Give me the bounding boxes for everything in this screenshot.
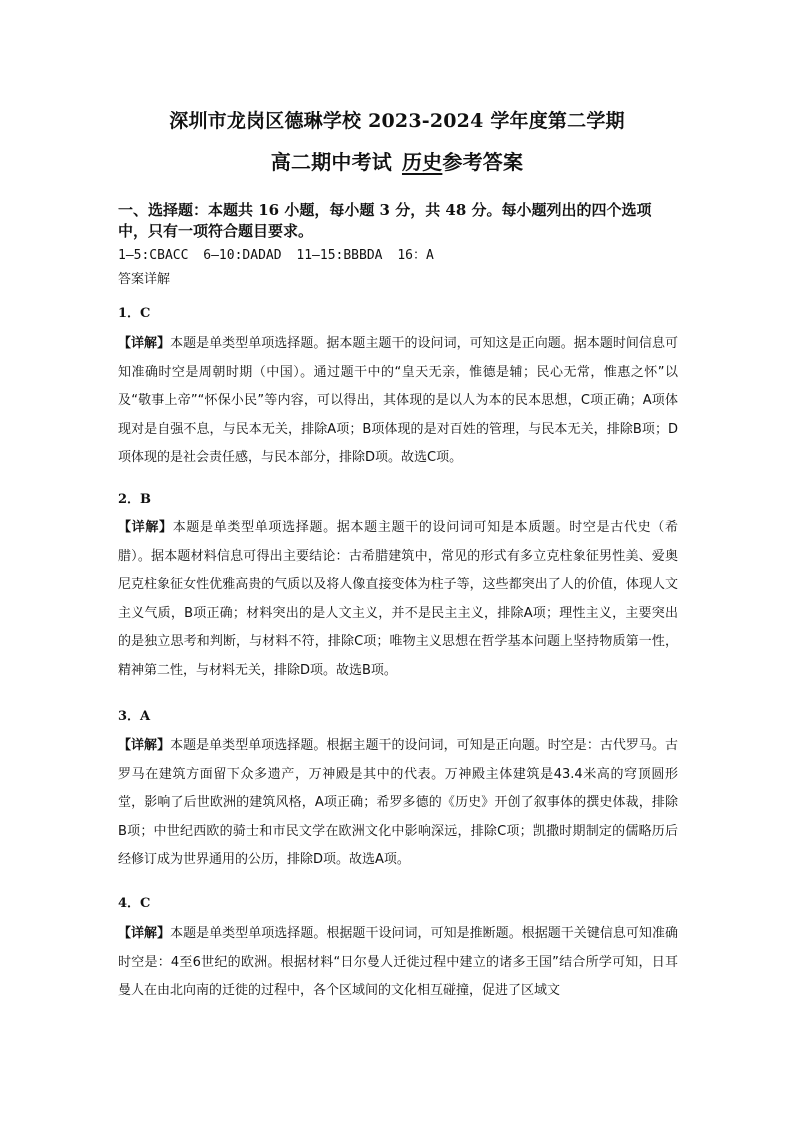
- question-1-explanation: [118, 330, 678, 473]
- detail-tag: 【详解】: [118, 520, 173, 535]
- answer-group-6-10: 6—10:DADAD: [203, 248, 282, 263]
- answer-group-11-15: 11—15:BBBDA: [296, 248, 383, 263]
- answer-key-row: [118, 244, 441, 263]
- section-heading-choice-questions: 一、选择题：本题共 16 小题，每小题 3 分，共 48 分。每小题列出的四个选项中，只有一项符合题目要求。: [118, 201, 652, 240]
- answer-group-16: 16：A: [397, 248, 434, 263]
- subject-name: 历史: [401, 150, 443, 174]
- detail-text: 本题是单类型单项选择题。据本题主题干的设问词，可知这是正向题。据本题时间信息可知准确时空是周朝时期（中国）。通过题干中的“皇天无亲，惟德是辅；民心无常，惟惠之怀”以及“敬事上帝”“怀保小民”等内容，可以得出，其体现的是以人为本的民本思想，C项正确；A项体现对是自强不息，与民本无关，排除A项；B项体现的是对百姓的管理，与民本无关，排除B项；D项体现的是社会责任感，与民本部分，排除D项。故选C项。: [118, 336, 678, 465]
- question-3-number: 3．A: [118, 709, 151, 724]
- detail-text: 本题是单类型单项选择题。根据主题干的设问词，可知是正向题。时空是：古代罗马。古罗马在建筑方面留下众多遗产，万神殿是其中的代表。万神殿主体建筑是43.4米高的穹顶圆形堂，影响了后世欧洲的建筑风格，A项正确；希罗多德的《历史》开创了叙事体的撰史体裁，排除B项；中世纪西欧的骑士和市民文学在欧洲文化中影响深远，排除C项；凯撒时期制定的儒略历后经修订成为世界通用的公历，排除D项。故选A项。: [118, 738, 678, 867]
- answer-group-1-5: 1—5:CBACC: [118, 248, 189, 263]
- answer-key-label: 参考答案: [442, 150, 524, 174]
- question-4-explanation: [118, 920, 678, 1006]
- question-3-explanation: [118, 732, 678, 875]
- detail-tag: 【详解】: [118, 336, 171, 351]
- detail-text: 本题是单类型单项选择题。据本题主题干的设问词可知是本质题。时空是古代史（希腊）。据本题材料信息可得出主要结论：古希腊建筑中，常见的形式有多立克柱象征男性美、爱奥尼克柱象征女性优雅高贵的气质以及将人像直接变体为柱子等，这些都突出了人的价值，体现人文主义气质，B项正确；材料突出的是人文主义，并不是民主主义，排除A项；理性主义，主要突出的是独立思考和判断，与材料不符，排除C项；唯物主义思想在哲学基本问题上坚持物质第一性，精神第二性，与材料无关，排除D项。故选B项。: [118, 520, 678, 678]
- document-title-line-2: [0, 146, 794, 175]
- detail-tag: 【详解】: [118, 738, 171, 753]
- question-4-number: 4．C: [118, 896, 151, 911]
- detail-text: 本题是单类型单项选择题。根据题干设问词，可知是推断题。根据题干关键信息可知准确时空是：4至6世纪的欧洲。根据材料“日尔曼人迁徙过程中建立的诸多王国”结合所学可知，日耳曼人在由北向南的迁徙的过程中，各个区域间的文化相互碰撞，促进了区域文: [118, 926, 678, 998]
- question-2-explanation: [118, 514, 678, 685]
- question-1-number: 1．C: [118, 306, 151, 321]
- document-title-line-1: 深圳市龙岗区德琳学校 2023-2024 学年度第二学期: [169, 110, 625, 132]
- explanation-label: 答案详解: [118, 272, 171, 287]
- exam-name: 高二期中考试: [270, 150, 392, 174]
- question-2-number: 2．B: [118, 492, 152, 507]
- detail-tag: 【详解】: [118, 926, 171, 941]
